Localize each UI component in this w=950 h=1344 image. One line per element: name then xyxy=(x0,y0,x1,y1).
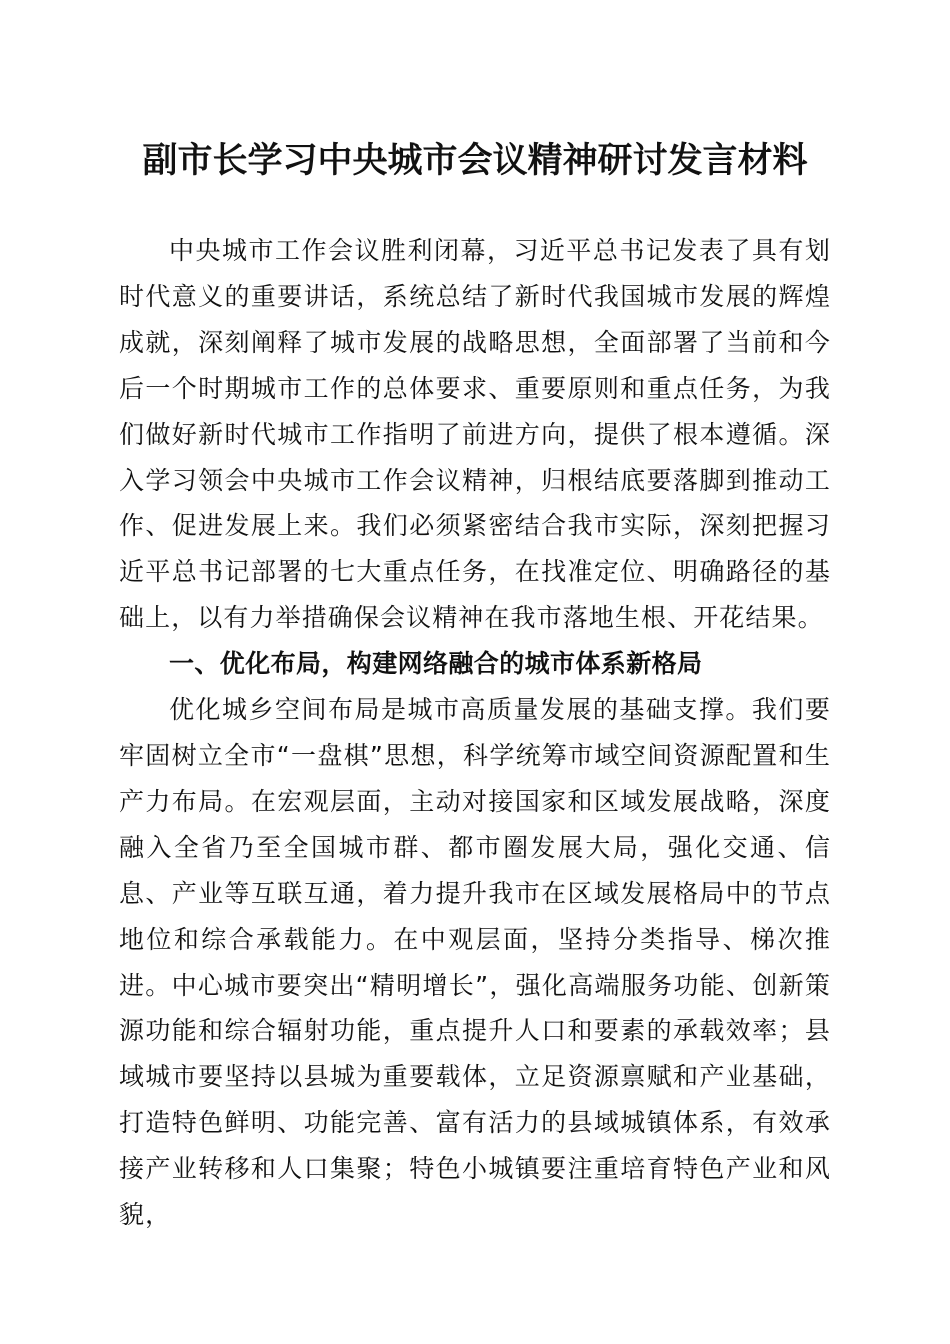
document-body xyxy=(119,228,831,1238)
document-title: 副市长学习中央城市会议精神研讨发言材料 xyxy=(142,140,808,181)
section-paragraph: 优化城乡空间布局是城市高质量发展的基础支撑。我们要牢固树立全市“一盘棋”思想，科学统筹市域空间资源配置和生产力布局。在宏观层面，主动对接国家和区域发展战略，深度融入全省乃至全国城市群、都市圈发展大局，强化交通、信息、产业等互联互通，着力提升我市在区域发展格局中的节点地位和综合承载能力。在中观层面，坚持分类指导、梯次推进。中心城市要突出“精明增长”，强化高端服务功能、创新策源功能和综合辐射功能，重点提升人口和要素的承载效率；县域城市要坚持以县城为重要载体，立足资源禀赋和产业基础，打造特色鲜明、功能完善、富有活力的县域城镇体系，有效承接产业转移和人口集聚；特色小城镇要注重培育特色产业和风貌， xyxy=(119,695,831,1230)
section-heading: 一、优化布局，构建网络融合的城市体系新格局 xyxy=(169,649,703,679)
intro-paragraph: 中央城市工作会议胜利闭幕，习近平总书记发表了具有划时代意义的重要讲话，系统总结了新时代我国城市发展的辉煌成就，深刻阐释了城市发展的战略思想，全面部署了当前和今后一个时期城市工作的总体要求、重要原则和重点任务，为我们做好新时代城市工作指明了前进方向，提供了根本遵循。深入学习领会中央城市工作会议精神，归根结底要落脚到推动工作、促进发展上来。我们必须紧密结合我市实际，深刻把握习近平总书记部署的七大重点任务，在找准定位、明确路径的基础上，以有力举措确保会议精神在我市落地生根、开花结果。 xyxy=(119,236,831,633)
